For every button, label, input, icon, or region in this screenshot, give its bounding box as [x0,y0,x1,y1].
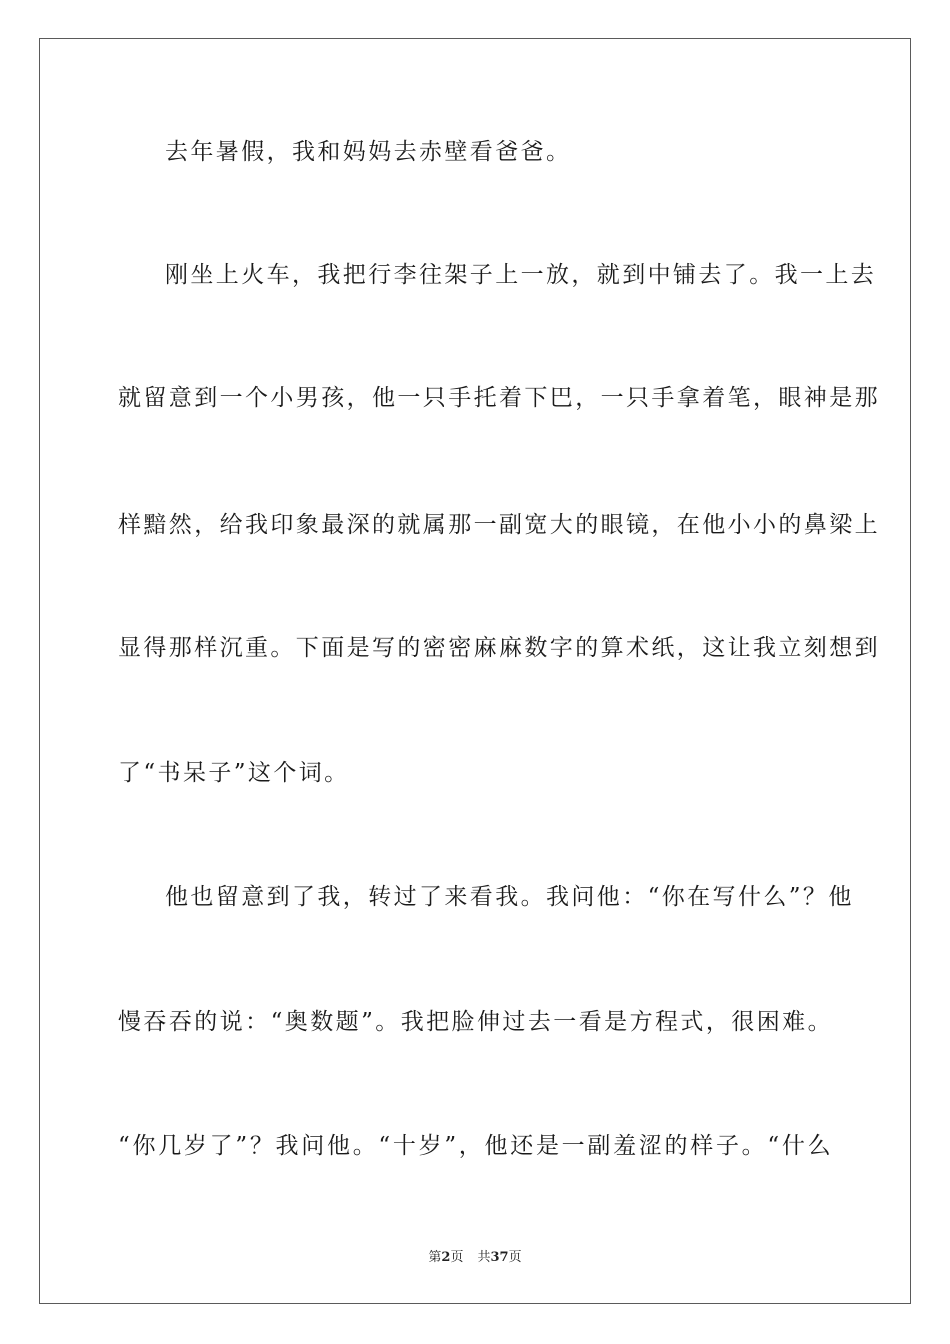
paragraph-line: 去年暑假，我和妈妈去赤壁看爸爸。 [165,139,572,165]
paragraph-line: 显得那样沉重。下面是写的密密麻麻数字的算术纸，这让我立刻想到 [118,635,880,661]
total-prefix: 共 [477,1250,491,1265]
page-unit: 页 [450,1250,464,1265]
paragraph-line: 了“书呆子”这个词。 [118,760,350,786]
current-page-number: 2 [441,1250,451,1265]
paragraph-line: 刚坐上火车，我把行李往架子上一放，就到中铺去了。我一上去 [165,262,877,288]
page-border [39,38,911,1304]
paragraph-line: 就留意到一个小男孩，他一只手托着下巴，一只手拿着笔，眼神是那 [118,385,880,411]
total-unit: 页 [508,1250,522,1265]
paragraph-line: 他也留意到了我，转过了来看我。我问他：“你在写什么”？他 [165,884,854,910]
paragraph-line: 慢吞吞的说：“奥数题”。我把脸伸过去一看是方程式，很困难。 [118,1009,833,1035]
page-prefix: 第 [428,1250,442,1265]
page-footer [0,1246,950,1265]
paragraph-line: “你几岁了”？我问他。“十岁”，他还是一副羞涩的样子。“什么 [118,1133,833,1159]
paragraph-line: 样黯然，给我印象最深的就属那一副宽大的眼镜，在他小小的鼻梁上 [118,512,880,538]
total-pages-number: 37 [490,1250,509,1265]
